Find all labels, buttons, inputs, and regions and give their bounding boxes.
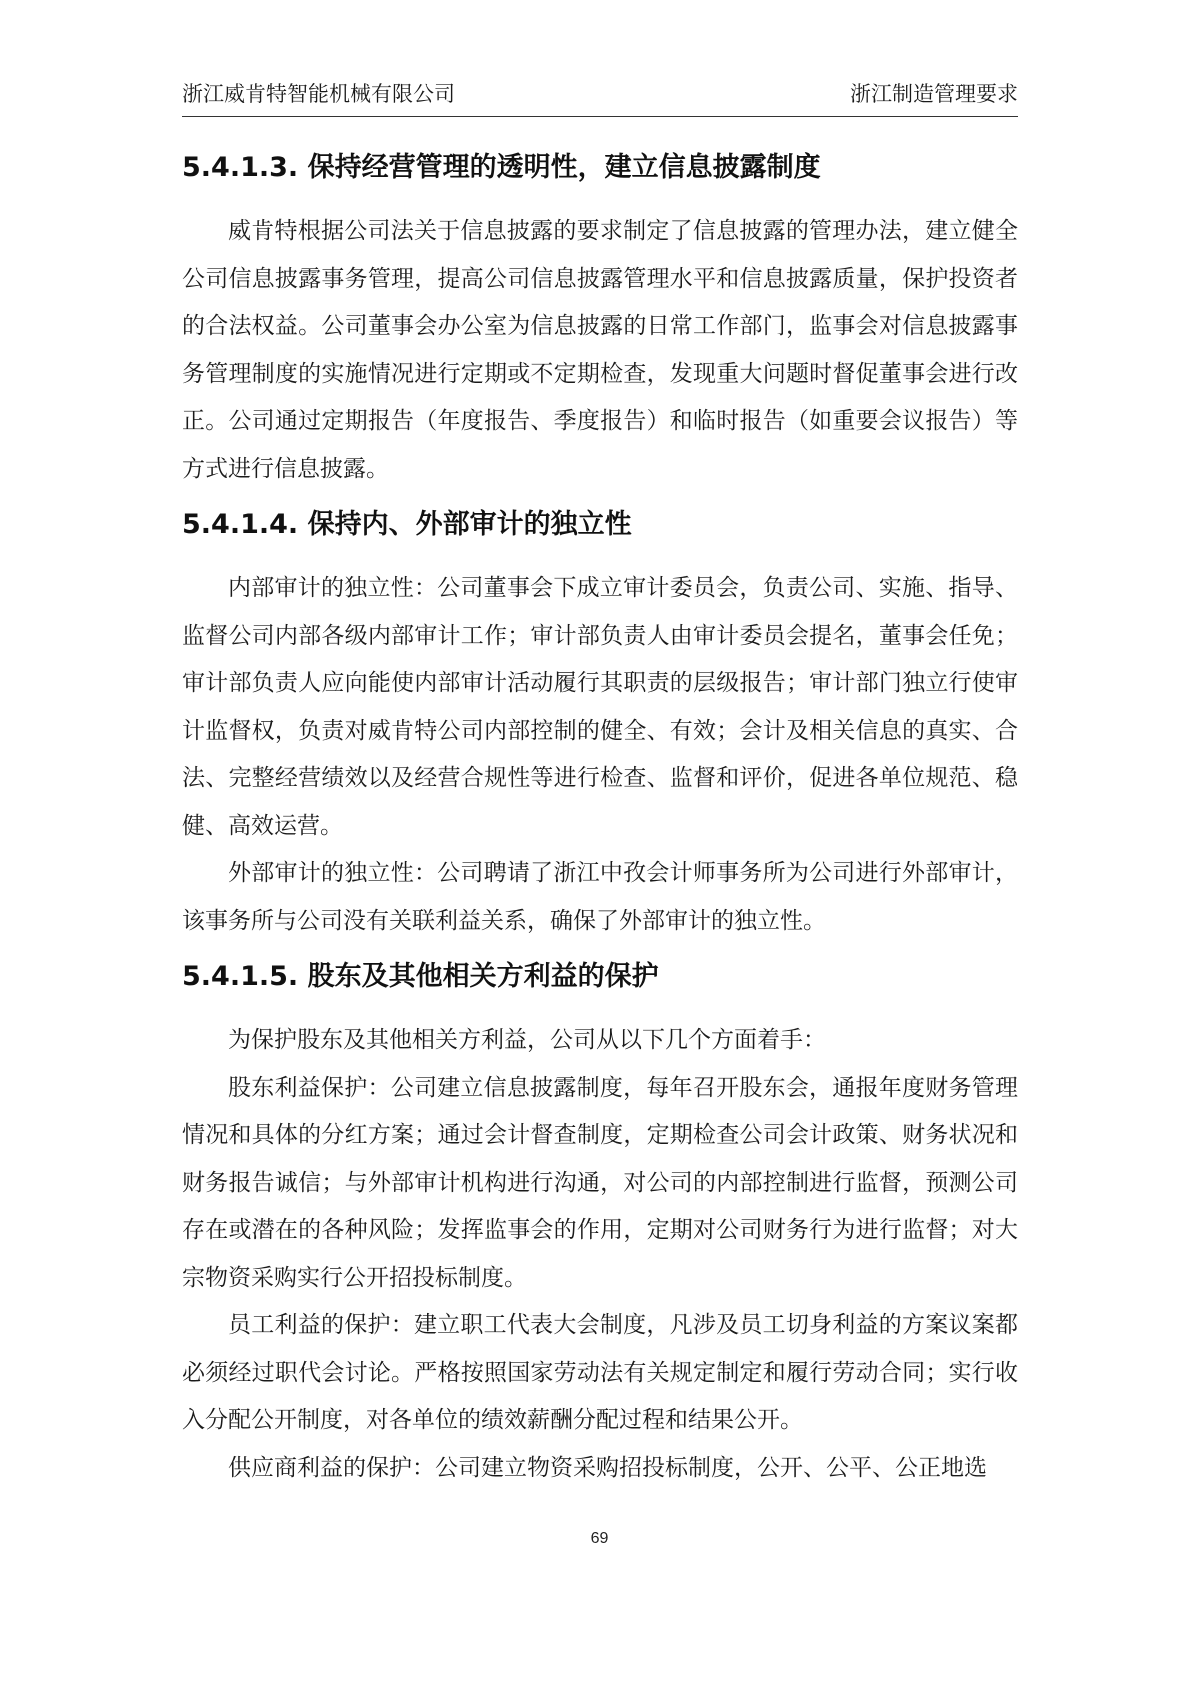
section-stakeholder-protection bbox=[182, 957, 1018, 1492]
section-heading: 5.4.1.3. 保持经营管理的透明性，建立信息披露制度 bbox=[182, 152, 821, 183]
paragraph: 外部审计的独立性：公司聘请了浙江中孜会计师事务所为公司进行外部审计，该事务所与公司没有关联利益关系，确保了外部审计的独立性。 bbox=[182, 860, 1018, 934]
paragraph: 威肯特根据公司法关于信息披露的要求制定了信息披露的管理办法，建立健全公司信息披露事务管理，提高公司信息披露管理水平和信息披露质量，保护投资者的合法权益。公司董事会办公室为信息披露的日常工作部门，监事会对信息披露事务管理制度的实施情况进行定期或不定期检查，发现重大问题时督促董事会进行改正。公司通过定期报告（年度报告、季度报告）和临时报告（如重要会议报告）等方式进行信息披露。 bbox=[182, 218, 1018, 482]
paragraph: 股东利益保护：公司建立信息披露制度，每年召开股东会，通报年度财务管理情况和具体的分红方案；通过会计督查制度，定期检查公司会计政策、财务状况和财务报告诚信；与外部审计机构进行沟通，对公司的内部控制进行监督，预测公司存在或潜在的各种风险；发挥监事会的作用，定期对公司财务行为进行监督；对大宗物资采购实行公开招投标制度。 bbox=[182, 1074, 1018, 1291]
header-company: 浙江威肯特智能机械有限公司 bbox=[182, 82, 455, 106]
paragraph: 为保护股东及其他相关方利益，公司从以下几个方面着手： bbox=[228, 1027, 826, 1053]
page-number: 69 bbox=[590, 1530, 609, 1547]
section-heading: 5.4.1.4. 保持内、外部审计的独立性 bbox=[182, 509, 632, 540]
section-audit-independence bbox=[182, 505, 1018, 945]
paragraph: 内部审计的独立性：公司董事会下成立审计委员会，负责公司、实施、指导、监督公司内部各级内部审计工作；审计部负责人由审计委员会提名，董事会任免；审计部负责人应向能使内部审计活动履行其职责的层级报告；审计部门独立行使审计监督权，负责对威肯特公司内部控制的健全、有效；会计及相关信息的真实、合法、完整经营绩效以及经营合规性等进行检查、监督和评价，促进各单位规范、稳健、高效运营。 bbox=[182, 575, 1018, 839]
paragraph: 供应商利益的保护：公司建立物资采购招投标制度，公开、公平、公正地选 bbox=[228, 1454, 987, 1481]
header-doc-title: 浙江制造管理要求 bbox=[850, 82, 1018, 106]
section-heading: 5.4.1.5. 股东及其他相关方利益的保护 bbox=[182, 961, 659, 992]
paragraph: 员工利益的保护：建立职工代表大会制度，凡涉及员工切身利益的方案议案都必须经过职代会讨论。严格按照国家劳动法有关规定制定和履行劳动合同；实行收入分配公开制度，对各单位的绩效薪酬分配过程和结果公开。 bbox=[182, 1312, 1018, 1433]
section-transparency bbox=[182, 148, 1018, 493]
page-content bbox=[182, 148, 1018, 1492]
page-header bbox=[182, 80, 1018, 117]
